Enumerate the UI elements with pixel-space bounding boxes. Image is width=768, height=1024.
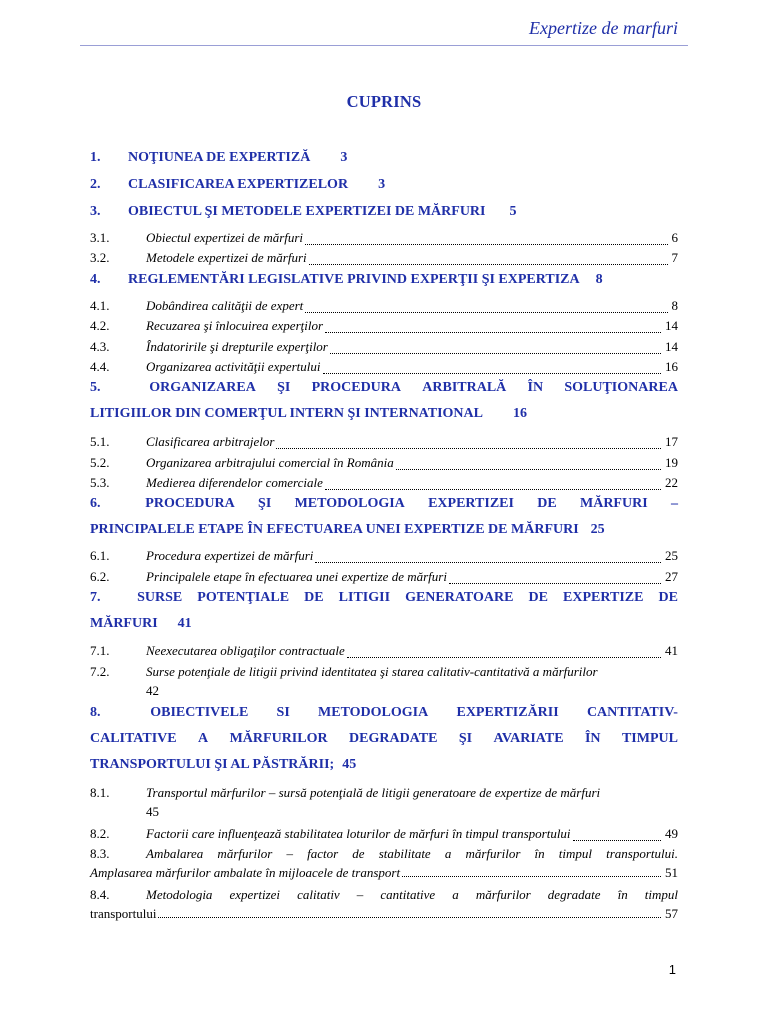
toc-entry-number: 8.3. bbox=[90, 846, 110, 861]
toc-word: DE bbox=[304, 590, 324, 605]
toc-entry-number: 4.2. bbox=[90, 318, 110, 333]
toc-word: DE bbox=[528, 590, 548, 605]
toc-word: EXPERTIZEI bbox=[428, 496, 514, 511]
toc-entry-text: REGLEMENTĂRI LEGISLATIVE PRIVIND EXPERŢII ŞI EXPERTIZA bbox=[128, 272, 580, 287]
toc-entry-text-continued: Amplasarea mărfurilor ambalate în mijloacele de transport bbox=[90, 865, 401, 880]
toc-entry-page: 41 bbox=[665, 643, 678, 658]
dot-leader bbox=[325, 323, 661, 333]
toc-entry-5-3[interactable] bbox=[90, 475, 678, 491]
toc-entry-text: Organizarea arbitrajului comercial în România bbox=[146, 455, 394, 470]
dot-leader bbox=[315, 553, 661, 563]
toc-entry-page: 8 bbox=[595, 272, 603, 287]
toc-entry-7[interactable] bbox=[90, 590, 678, 632]
toc-entry-page: 14 bbox=[665, 318, 678, 333]
toc-entry-text: Principalele etape în efectuarea unei expertize de mărfuri bbox=[146, 569, 447, 584]
toc-entry-line bbox=[90, 380, 678, 396]
toc-word: LITIGII bbox=[338, 590, 391, 605]
toc-entry-page: 25 bbox=[665, 548, 678, 563]
toc-word: SURSE bbox=[137, 590, 183, 605]
toc-entry-number: 8. bbox=[90, 705, 101, 720]
dot-leader bbox=[158, 908, 661, 918]
dot-leader bbox=[325, 480, 661, 490]
toc-entry-page: 57 bbox=[665, 906, 678, 921]
toc-entry-page: 45 bbox=[342, 757, 357, 772]
toc-entry-number: 7. bbox=[90, 590, 101, 605]
toc-entry-text: MĂRFURI bbox=[90, 616, 158, 631]
dot-leader bbox=[449, 574, 661, 584]
toc-word: MĂRFURI bbox=[580, 496, 648, 511]
toc-entry-text: Procedura expertizei de mărfuri bbox=[146, 548, 314, 563]
toc-entry-text: Obiectul expertizei de mărfuri bbox=[146, 230, 304, 245]
toc-entry-3-2[interactable] bbox=[90, 250, 678, 266]
toc-entry-number: 5. bbox=[90, 380, 101, 395]
toc-entry-number: 4.1. bbox=[90, 298, 110, 313]
toc-word: ÎN bbox=[584, 731, 601, 746]
toc-entry-number: 5.1. bbox=[90, 434, 110, 449]
toc-entry-page: 45 bbox=[146, 804, 159, 819]
toc-entry-number: 7.2. bbox=[90, 664, 110, 679]
toc-entry-page: 16 bbox=[513, 406, 527, 421]
toc-entry-text: OBIECTUL ŞI METODELE EXPERTIZEI DE MĂRFURI bbox=[128, 204, 486, 219]
toc-entry-text: Metodele expertizei de mărfuri bbox=[146, 250, 307, 265]
toc-entry-6-1[interactable] bbox=[90, 548, 678, 564]
toc-entry-line bbox=[90, 616, 678, 632]
toc-entry-number: 7.1. bbox=[90, 643, 110, 658]
dot-leader bbox=[402, 867, 661, 877]
toc-entry-3-1[interactable] bbox=[90, 230, 678, 246]
toc-entry-text: Recuzarea şi înlocuirea experţilor bbox=[146, 318, 324, 333]
toc-entry-number: 8.4. bbox=[90, 887, 110, 902]
toc-entry-number: 5.3. bbox=[90, 475, 110, 490]
toc-word: SOLUŢIONAREA bbox=[564, 380, 678, 395]
toc-entry-text: Neexecutarea obligaţilor contractuale bbox=[146, 643, 345, 658]
toc-entry-number: 8.1. bbox=[90, 785, 110, 800]
toc-word: POTENŢIALE bbox=[197, 590, 290, 605]
toc-entry-page: 7 bbox=[671, 250, 678, 265]
toc-word: TIMPUL bbox=[621, 731, 678, 746]
toc-word: METODOLOGIA bbox=[318, 705, 429, 720]
toc-entry-8-3[interactable] bbox=[90, 846, 678, 881]
toc-word: ŞI bbox=[258, 496, 272, 511]
toc-entry-4-4[interactable] bbox=[90, 359, 678, 375]
dot-leader bbox=[396, 460, 661, 470]
toc-entry-5-1[interactable] bbox=[90, 434, 678, 450]
toc-word: – bbox=[670, 496, 678, 511]
toc-entry-text: TRANSPORTULUI ŞI AL PĂSTRĂRII; bbox=[90, 757, 335, 772]
dot-leader bbox=[305, 235, 667, 245]
toc-entry-line bbox=[90, 522, 678, 538]
toc-word: CANTITATIV- bbox=[586, 705, 678, 720]
toc-word: PROCEDURA bbox=[145, 496, 235, 511]
dot-leader bbox=[347, 648, 661, 658]
toc-entry-number: 4.3. bbox=[90, 339, 110, 354]
toc-entry-line bbox=[90, 757, 678, 773]
dot-leader bbox=[330, 344, 661, 354]
dot-leader bbox=[573, 831, 661, 841]
toc-entry-page: 51 bbox=[665, 865, 678, 880]
toc-entry-number: 3.1. bbox=[90, 230, 110, 245]
toc-entry-text: Îndatoririle şi drepturile experţilor bbox=[146, 339, 328, 354]
toc-entry-text: Ambalarea mărfurilor – factor de stabilitate a mărfurilor în timpul transportului. bbox=[146, 846, 678, 861]
toc-entry-text: Transportul mărfurilor – sursă potenţială de litigii generatoare de expertize de mărfuri bbox=[146, 785, 601, 800]
toc-entry-number: 4.4. bbox=[90, 359, 110, 374]
toc-entry-text: LITIGIILOR DIN COMERŢUL INTERN ŞI INTERNATIONAL bbox=[90, 406, 483, 421]
toc-entry-number: 3.2. bbox=[90, 250, 110, 265]
toc-entry-number: 4. bbox=[90, 272, 101, 287]
toc-entry-number: 5.2. bbox=[90, 455, 110, 470]
toc-entry-text-continued: transportului bbox=[90, 906, 157, 921]
toc-entry-page: 8 bbox=[671, 298, 678, 313]
toc-entry-text: Clasificarea arbitrajelor bbox=[146, 434, 275, 449]
toc-entry-page: 17 bbox=[665, 434, 678, 449]
toc-word: DEGRADATE bbox=[349, 731, 438, 746]
toc-entry-number: 6. bbox=[90, 496, 101, 511]
toc-word: EXPERTIZĂRII bbox=[456, 705, 559, 720]
toc-entry-page: 27 bbox=[665, 569, 678, 584]
toc-entry-page: 6 bbox=[671, 230, 678, 245]
dot-leader bbox=[305, 303, 667, 313]
toc-entry-text: CLASIFICAREA EXPERTIZELOR bbox=[128, 177, 349, 192]
toc-word: OBIECTIVELE bbox=[150, 705, 249, 720]
toc-entry-6[interactable] bbox=[90, 496, 678, 538]
toc-entry-5-2[interactable] bbox=[90, 455, 678, 471]
toc-entry-text: Surse potenţiale de litigii privind identitatea şi starea calitativ-cantitativă a mărfurilor bbox=[146, 664, 598, 679]
toc-entry-5[interactable] bbox=[90, 380, 678, 422]
toc-word: DE bbox=[658, 590, 678, 605]
toc-entry-7-1[interactable] bbox=[90, 643, 678, 659]
toc-entry-4-3[interactable] bbox=[90, 339, 678, 355]
toc-word: DE bbox=[537, 496, 557, 511]
toc-entry-6-2[interactable] bbox=[90, 569, 678, 585]
toc-entry-page: 42 bbox=[146, 683, 159, 698]
toc-word: EXPERTIZE bbox=[563, 590, 644, 605]
toc-entry-text: Medierea diferendelor comerciale bbox=[146, 475, 323, 490]
toc-word: ŞI bbox=[277, 380, 291, 395]
toc-word: METODOLOGIA bbox=[294, 496, 405, 511]
toc-entry-text: Factorii care influenţează stabilitatea loturilor de mărfuri în timpul transportului bbox=[146, 826, 571, 841]
toc-entry-text: Organizarea activităţii expertului bbox=[146, 359, 321, 374]
toc-entry-number: 3. bbox=[90, 204, 101, 219]
toc-entry-7-2[interactable] bbox=[90, 664, 678, 699]
toc-word: GENERATOARE bbox=[405, 590, 514, 605]
toc-entry-line bbox=[90, 731, 678, 747]
toc-word: ARBITRALĂ bbox=[422, 380, 507, 395]
page-number: 1 bbox=[668, 962, 676, 977]
toc-word: A bbox=[198, 731, 209, 746]
toc-entry-number: 6.1. bbox=[90, 548, 110, 563]
toc-word: ŞI bbox=[458, 731, 473, 746]
toc-entry-8-4[interactable] bbox=[90, 887, 678, 922]
toc-entry-4-2[interactable] bbox=[90, 318, 678, 334]
toc-entry-page: 25 bbox=[590, 522, 605, 537]
toc-entry-4-1[interactable] bbox=[90, 298, 678, 314]
toc-entry-text: NOŢIUNEA DE EXPERTIZĂ bbox=[128, 150, 311, 165]
toc-word: ORGANIZAREA bbox=[149, 380, 256, 395]
toc-entry-page: 3 bbox=[340, 150, 348, 165]
toc-word: MĂRFURILOR bbox=[229, 731, 328, 746]
toc-word: PROCEDURA bbox=[311, 380, 402, 395]
toc-entry-page: 14 bbox=[665, 339, 678, 354]
toc-entry-page: 19 bbox=[665, 455, 678, 470]
toc-entry-page: 16 bbox=[665, 359, 678, 374]
toc-word: AVARIATE bbox=[493, 731, 564, 746]
header-title: Expertize de marfuri bbox=[529, 18, 678, 38]
toc-entry-text: PRINCIPALELE ETAPE ÎN EFECTUAREA UNEI EXPERTIZE DE MĂRFURI bbox=[90, 522, 579, 537]
toc-entry-8-1[interactable] bbox=[90, 785, 678, 820]
dot-leader bbox=[276, 439, 661, 449]
toc-entry-line bbox=[90, 590, 678, 606]
header-divider bbox=[80, 45, 688, 46]
dot-leader bbox=[309, 255, 668, 265]
toc-entry-page: 49 bbox=[665, 826, 678, 841]
toc-entry-page: 22 bbox=[665, 475, 678, 490]
toc-entry-line bbox=[90, 705, 678, 721]
toc-entry-page: 3 bbox=[378, 177, 386, 192]
toc-entry-8[interactable] bbox=[90, 705, 678, 773]
toc-word: SI bbox=[276, 705, 290, 720]
toc-entry-number: 1. bbox=[90, 150, 101, 165]
toc-entry-page: 5 bbox=[509, 204, 517, 219]
toc-entry-page: 41 bbox=[177, 616, 192, 631]
toc-entry-number: 8.2. bbox=[90, 826, 110, 841]
toc-entry-number: 2. bbox=[90, 177, 101, 192]
toc-entry-text: Metodologia expertizei calitativ – cantitative a mărfurilor degradate în timpul bbox=[146, 887, 678, 902]
toc-entry-8-2[interactable] bbox=[90, 826, 678, 842]
toc-entry-text: Dobândirea calităţii de expert bbox=[146, 298, 304, 313]
toc-entry-line bbox=[90, 406, 678, 422]
toc-title: CUPRINS bbox=[346, 92, 422, 111]
toc-word: CALITATIVE bbox=[90, 731, 177, 746]
toc-entry-number: 6.2. bbox=[90, 569, 110, 584]
toc-entry-line bbox=[90, 496, 678, 512]
dot-leader bbox=[323, 364, 661, 374]
toc-word: ÎN bbox=[527, 380, 544, 395]
